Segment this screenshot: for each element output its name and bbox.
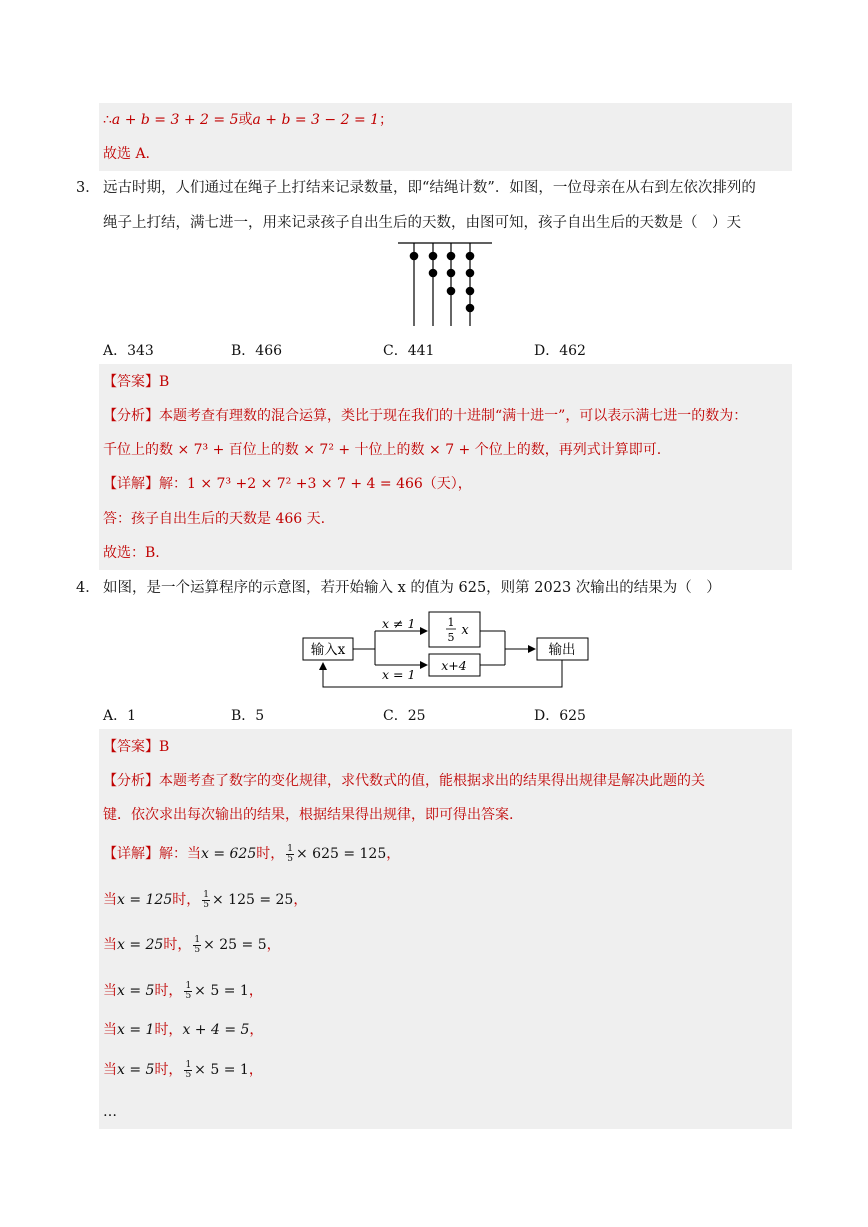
svg-text:x+4: x+4	[441, 658, 467, 673]
prev-solution-line1: ∴a + b = 3 + 2 = 5或a + b = 3 − 2 = 1；	[103, 112, 394, 128]
q4-step-2: 当x = 125时， $\frac{1}{5}$ × 125 = 25，	[103, 889, 308, 910]
q4-analysis-line1: 【分析】本题考查了数字的变化规律，求代数式的值，能根据求出的结果得出规律是解决此题的关	[103, 773, 705, 789]
q3-option-b[interactable]: B．466	[231, 343, 283, 359]
q3-analysis-line1: 【分析】本题考查有理数的混合运算，类比于现在我们的十进制“满十进一”，可以表示满七进一的数为：	[103, 408, 748, 424]
svg-text:x = 1: x = 1	[382, 667, 416, 682]
knot-rope-figure	[395, 238, 495, 328]
q3-stem-line1: 远古时期，人们通过在绳子上打结来记录数量，即“结绳计数”．如图，一位母亲在从右到左依次排列的	[103, 180, 756, 196]
prev-solution-choice: 故选 A.	[103, 146, 151, 162]
program-flow-diagram	[300, 607, 600, 693]
q3-answer: 【答案】B	[103, 374, 170, 390]
q3-analysis-line2: 千位上的数 × 7³ + 百位上的数 × 7² + 十位上的数 × 7 + 个位上的数，再列式计算即可.	[103, 442, 662, 458]
q4-step-5: 当x = 1时，x + 4 = 5，	[103, 1022, 264, 1038]
svg-text:1: 1	[447, 616, 455, 629]
q4-option-b[interactable]: B．5	[231, 708, 265, 724]
q3-option-a[interactable]: A．343	[103, 343, 154, 359]
q4-option-c[interactable]: C．25	[383, 708, 426, 724]
q3-solution-block	[99, 364, 792, 570]
svg-text:x ≠ 1: x ≠ 1	[382, 616, 416, 631]
q4-step-3: 当x = 25时， $\frac{1}{5}$ × 25 = 5，	[103, 934, 281, 955]
q3-detail: 【详解】解：1 × 7³ +2 × 7² +3 × 7 + 4 = 466（天），	[103, 476, 472, 492]
q4-answer: 【答案】B	[103, 739, 170, 755]
q3-stem-line2: 绳子上打结，满七进一，用来记录孩子自出生后的天数，由图可知，孩子自出生后的天数是（ ）天	[103, 215, 741, 231]
q4-step-6: 当x = 5时， $\frac{1}{5}$ × 5 = 1，	[103, 1059, 263, 1080]
q4-step-1: 【详解】解：当x = 625时， $\frac{1}{5}$ × 625 = 125，	[103, 843, 401, 864]
svg-text:x: x	[461, 623, 469, 638]
svg-text:5: 5	[447, 631, 455, 644]
q3-reply: 答：孩子自出生后的天数是 466 天.	[103, 511, 326, 527]
q4-option-a[interactable]: A．1	[103, 708, 137, 724]
q4-ellipsis: …	[103, 1104, 117, 1120]
q3-option-d[interactable]: D．462	[534, 343, 586, 359]
svg-text:输入x: 输入x	[310, 642, 346, 658]
svg-text:输出: 输出	[548, 642, 576, 658]
q4-step-4: 当x = 5时， $\frac{1}{5}$ × 5 = 1，	[103, 980, 263, 1001]
q4-number: 4．	[76, 580, 100, 596]
q3-option-c[interactable]: C．441	[383, 343, 435, 359]
q3-number: 3．	[76, 180, 100, 196]
q4-option-d[interactable]: D．625	[534, 708, 586, 724]
q3-choose: 故选：B.	[103, 545, 160, 561]
q4-analysis-line2: 键．依次求出每次输出的结果，根据结果得出规律，即可得出答案.	[103, 807, 514, 823]
q4-stem: 如图，是一个运算程序的示意图，若开始输入 x 的值为 625，则第 2023 次输出的结果为（ ）	[103, 580, 721, 596]
